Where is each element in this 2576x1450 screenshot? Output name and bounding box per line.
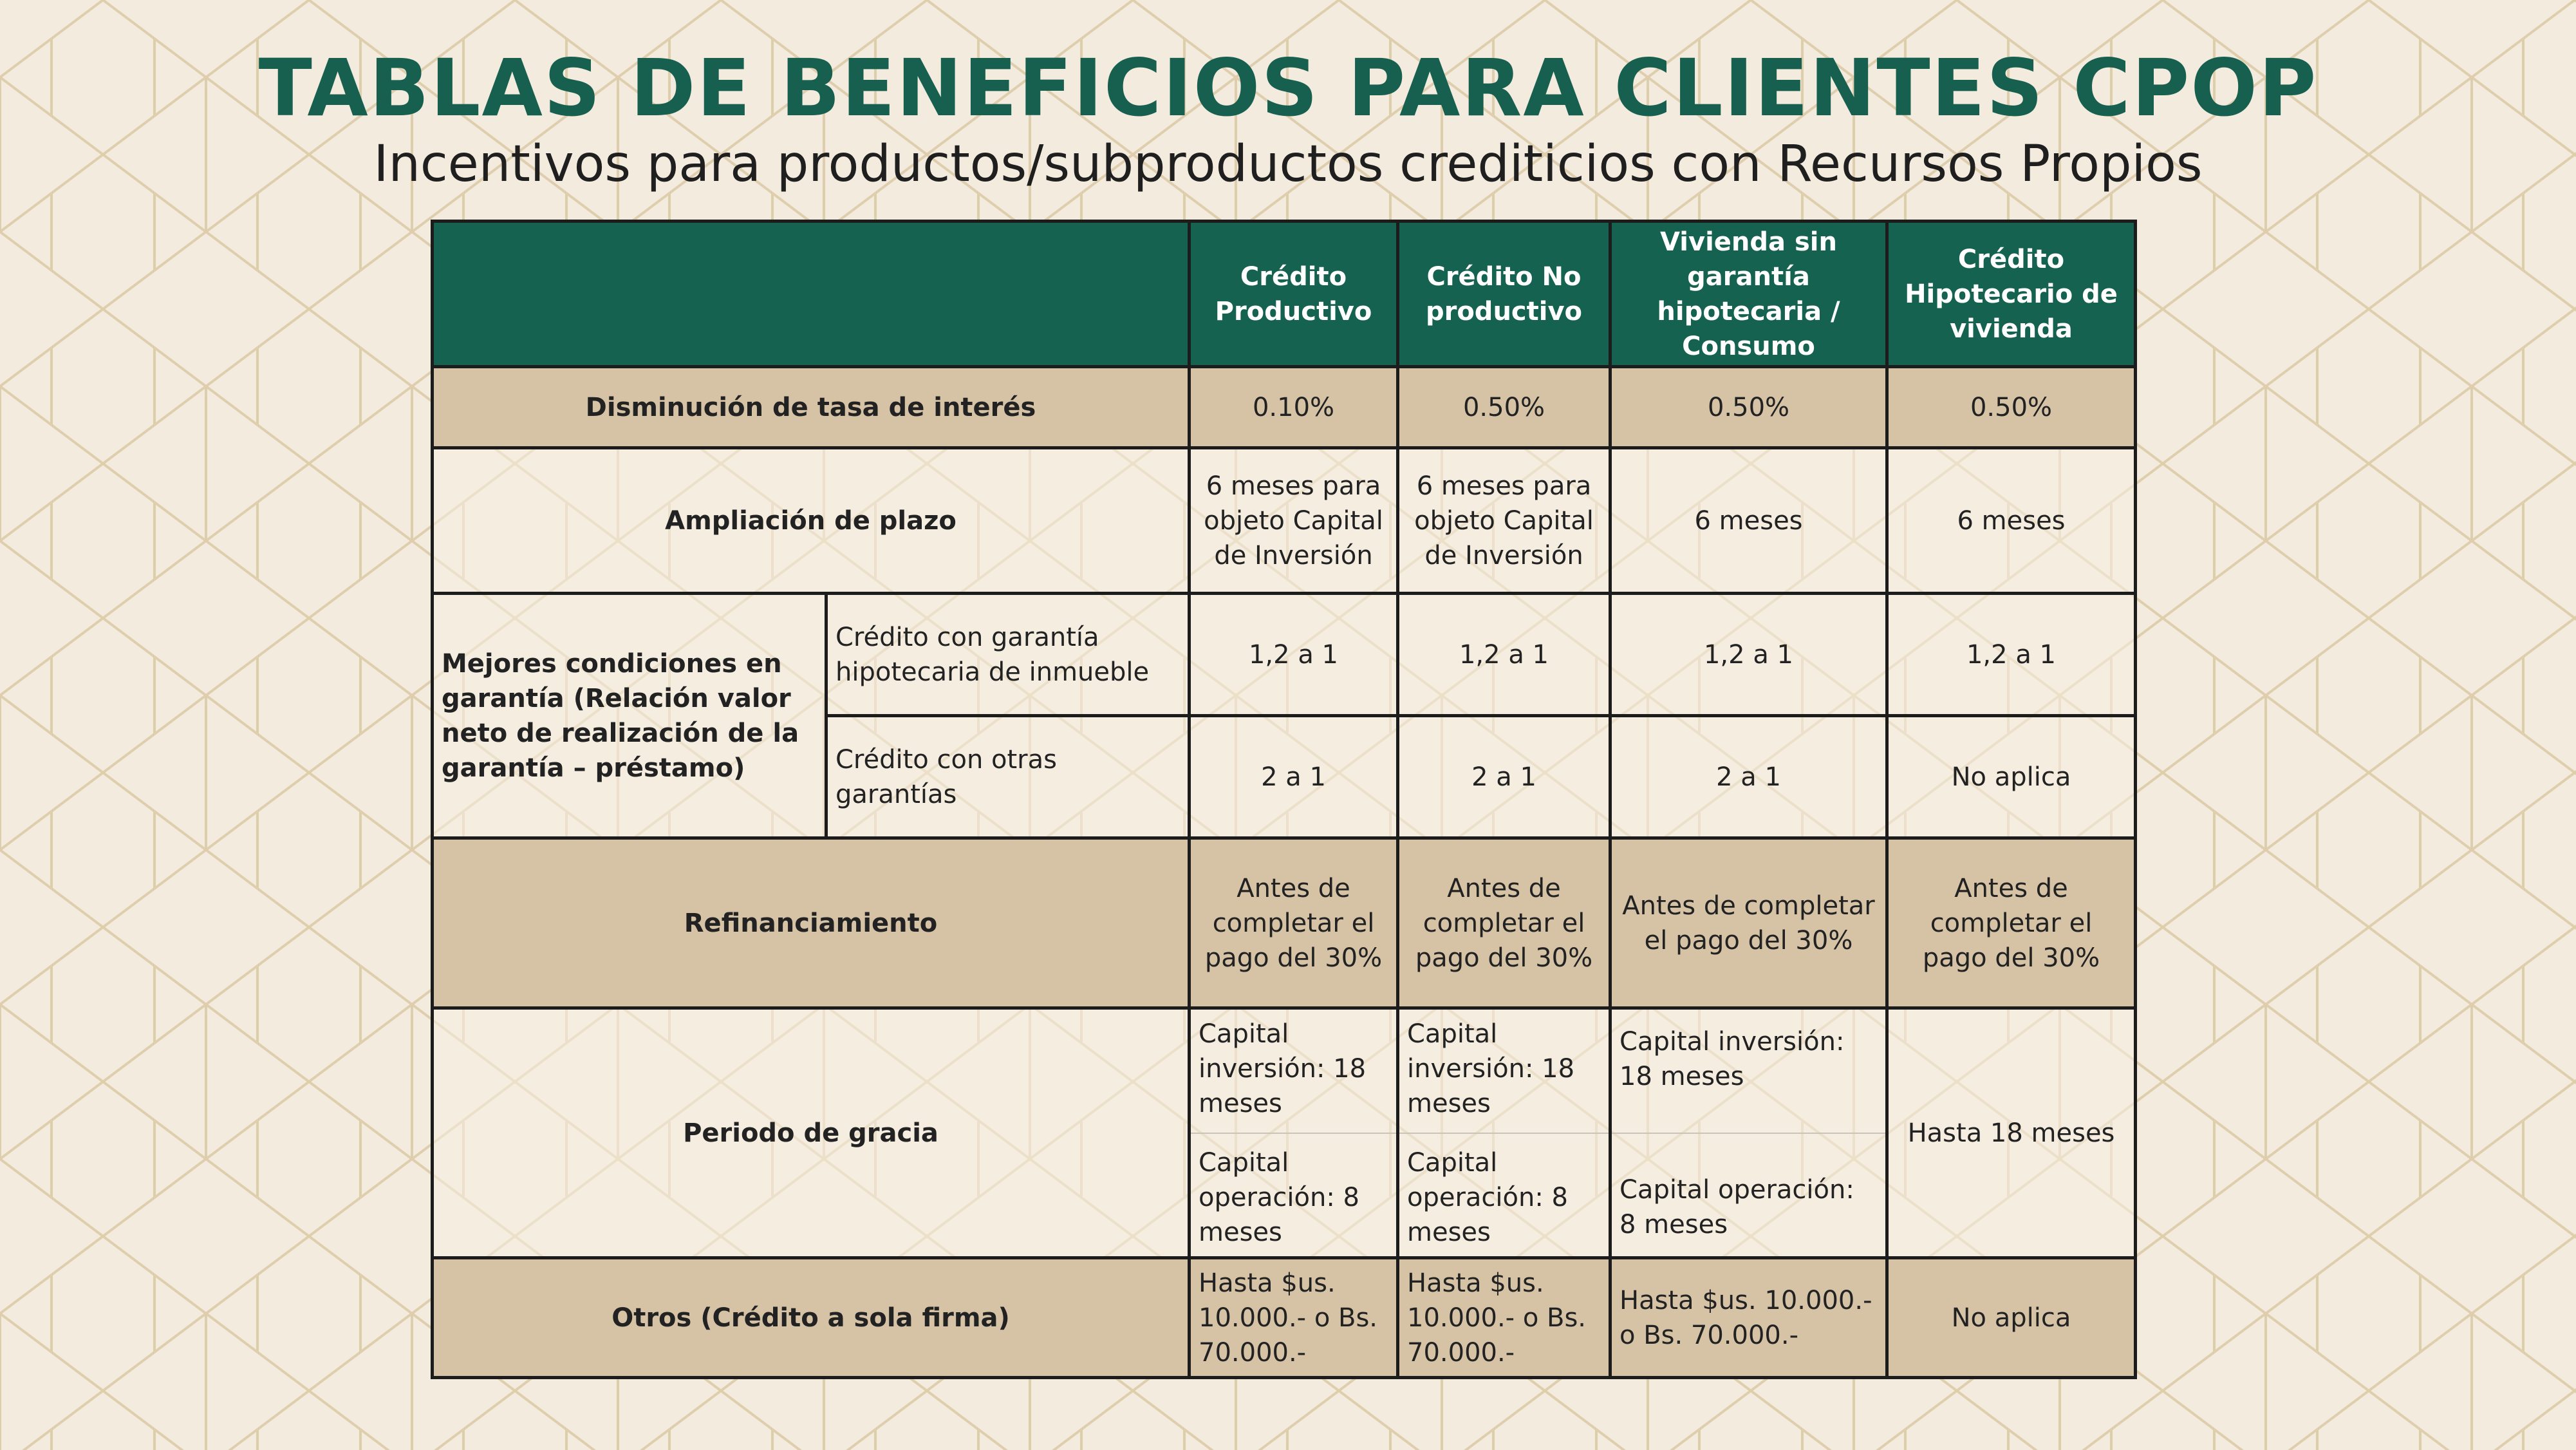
row-label-garantia: Mejores condiciones en garantía (Relación valor neto de realización de la garantía – préstamo)	[433, 594, 826, 838]
cell-value: Antes de completar el pago del 30%	[1190, 838, 1398, 1008]
cell-value: 1,2 a 1	[1398, 594, 1610, 716]
table-row-gracia	[433, 1008, 2136, 1258]
cell-value: 6 meses para objeto Capital de Inversión	[1190, 448, 1398, 594]
table-row-refinanciamiento	[433, 838, 2136, 1008]
header-credito-hipotecario: Crédito Hipotecario de vivienda	[1887, 221, 2136, 367]
gracia-inversion: Capital inversión: 18 meses	[1407, 1019, 1575, 1118]
row-label-plazo: Ampliación de plazo	[433, 448, 1190, 594]
cell-value: 0.50%	[1887, 367, 2136, 448]
header-credito-no-productivo: Crédito No productivo	[1398, 221, 1610, 367]
row-label-refinanciamiento: Refinanciamiento	[433, 838, 1190, 1008]
benefits-table	[431, 220, 2137, 1379]
row-label-gracia: Periodo de gracia	[433, 1008, 1190, 1258]
table-row-tasa	[433, 367, 2136, 448]
divider	[1399, 1133, 1609, 1134]
cell-value: 2 a 1	[1610, 716, 1887, 838]
cell-value: Antes de completar el pago del 30%	[1610, 838, 1887, 1008]
table-row-plazo	[433, 448, 2136, 594]
row-sublabel-hipotecaria: Crédito con garantía hipotecaria de inmueble	[826, 594, 1190, 716]
cell-value: 1,2 a 1	[1190, 594, 1398, 716]
cell-value: 2 a 1	[1190, 716, 1398, 838]
gracia-inversion: Capital inversión: 18 meses	[1619, 1026, 1845, 1091]
divider	[1191, 1133, 1396, 1134]
cell-gracia	[1398, 1008, 1610, 1258]
cell-gracia	[1610, 1008, 1887, 1258]
row-sublabel-otras: Crédito con otras garantías	[826, 716, 1190, 838]
cell-value: 6 meses	[1610, 448, 1887, 594]
cell-value: 0.10%	[1190, 367, 1398, 448]
cell-value: 2 a 1	[1398, 716, 1610, 838]
table-row-garantia-hipotecaria	[433, 594, 2136, 716]
row-label-otros: Otros (Crédito a sola firma)	[433, 1258, 1190, 1378]
page-title: TABLAS DE BENEFICIOS PARA CLIENTES CPOP	[258, 42, 2318, 134]
cell-value: 0.50%	[1610, 367, 1887, 448]
cell-value: Hasta $us. 10.000.- o Bs. 70.000.-	[1190, 1258, 1398, 1378]
gracia-operacion: Capital operación: 8 meses	[1199, 1147, 1359, 1247]
cell-value: 0.50%	[1398, 367, 1610, 448]
header-vivienda-consumo: Vivienda sin garantía hipotecaria / Consumo	[1610, 221, 1887, 367]
cell-value: No aplica	[1887, 716, 2136, 838]
header-empty-cell	[433, 221, 1190, 367]
cell-value: 6 meses para objeto Capital de Inversión	[1398, 448, 1610, 594]
cell-value: 1,2 a 1	[1887, 594, 2136, 716]
cell-value: No aplica	[1887, 1258, 2136, 1378]
divider	[1612, 1133, 1885, 1134]
gracia-operacion: Capital operación: 8 meses	[1407, 1147, 1568, 1247]
row-label-tasa: Disminución de tasa de interés	[433, 367, 1190, 448]
cell-gracia	[1190, 1008, 1398, 1258]
gracia-operacion: Capital operación: 8 meses	[1619, 1174, 1854, 1239]
table-header-row	[433, 221, 2136, 367]
cell-value: 6 meses	[1887, 448, 2136, 594]
cell-value: Antes de completar el pago del 30%	[1398, 838, 1610, 1008]
cell-value: Hasta $us. 10.000.- o Bs. 70.000.-	[1610, 1258, 1887, 1378]
cell-value: Antes de completar el pago del 30%	[1887, 838, 2136, 1008]
cell-value: Hasta 18 meses	[1887, 1008, 2136, 1258]
cell-value: 1,2 a 1	[1610, 594, 1887, 716]
page-subtitle: Incentivos para productos/subproductos crediticios con Recursos Propios	[373, 135, 2203, 193]
header-credito-productivo: Crédito Productivo	[1190, 221, 1398, 367]
gracia-inversion: Capital inversión: 18 meses	[1199, 1019, 1367, 1118]
table-row-otros	[433, 1258, 2136, 1378]
cell-value: Hasta $us. 10.000.- o Bs. 70.000.-	[1398, 1258, 1610, 1378]
